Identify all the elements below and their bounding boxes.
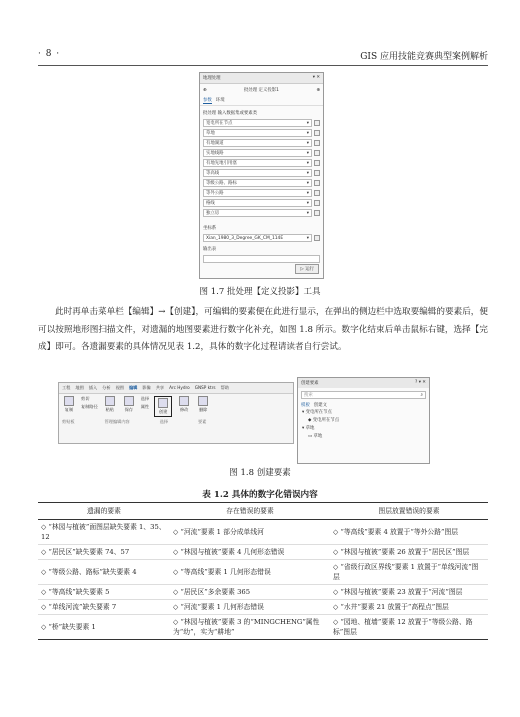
folder-icon[interactable] xyxy=(314,210,320,216)
page-header xyxy=(38,49,488,66)
group-label: 要素 xyxy=(198,419,207,424)
input-dataset-field[interactable] xyxy=(203,169,312,177)
ribbon-tab[interactable]: Arc Hydro xyxy=(169,385,190,390)
input-row xyxy=(200,199,323,207)
tool-header xyxy=(200,84,323,96)
input-row xyxy=(200,179,323,187)
save-icon xyxy=(124,396,134,406)
table-cell: ◇ “园地、植墙”要素 12 放置于“等级公路、路标”图层 xyxy=(330,615,488,640)
table-cell: ◇ “河流”要素 1 部分成单线河 xyxy=(170,520,330,545)
input-dataset-value: 有地先地引用塞 xyxy=(206,161,237,166)
tab-parameters[interactable]: 参数 xyxy=(203,98,212,103)
folder-icon[interactable] xyxy=(314,140,320,146)
input-dataset-field[interactable] xyxy=(203,149,312,157)
group-label: 选择 xyxy=(159,419,169,424)
ribbon-groups xyxy=(59,419,293,425)
folder-icon[interactable] xyxy=(314,180,320,186)
ribbon-tab[interactable]: 地图 xyxy=(75,385,84,390)
globe-icon[interactable] xyxy=(314,235,320,241)
chevron-down-icon: ▾ xyxy=(306,140,309,146)
chevron-down-icon: ▾ xyxy=(306,120,309,126)
input-dataset-value: 等级公路、路标 xyxy=(206,181,237,186)
coord-system-field[interactable] xyxy=(203,234,312,242)
chevron-down-icon: ▾ xyxy=(306,190,309,196)
ribbon-tab[interactable]: GNSP ktrs xyxy=(194,385,216,390)
table-cell: ◇ “桥”缺失要素 1 xyxy=(38,615,170,640)
table-cell: ◇ “单线河流”缺失要素 7 xyxy=(38,600,170,615)
table-row xyxy=(38,600,488,615)
input-dataset-value: 宽电所在节点 xyxy=(206,121,233,126)
table-cell: ◇ “林园与植被”要素 3 的“MINGCHENG”属性为“幼”，实为“耕地” xyxy=(170,615,330,640)
table-row xyxy=(38,615,488,640)
ribbon-tab[interactable]: 视图 xyxy=(115,385,124,390)
table-cell: ◇ “等高线”缺失要素 5 xyxy=(38,585,170,600)
column-header: 图层放置错误的要素 xyxy=(330,503,488,520)
template-list xyxy=(298,408,429,440)
input-row xyxy=(200,119,323,127)
chevron-down-icon: ▾ xyxy=(306,150,309,156)
input-dataset-field[interactable] xyxy=(203,199,312,207)
create-button-highlight xyxy=(154,396,172,417)
table-body xyxy=(38,520,488,640)
input-row xyxy=(200,169,323,177)
geoprocessing-panel xyxy=(199,72,324,279)
save-button[interactable] xyxy=(122,396,136,417)
paste-label: 粘贴 xyxy=(105,407,114,412)
search-placeholder: 搜索 xyxy=(304,393,313,398)
input-row xyxy=(200,149,323,157)
attributes-item[interactable]: 属性 xyxy=(140,404,150,409)
folder-icon[interactable] xyxy=(314,130,320,136)
ribbon-tab[interactable]: 帮助 xyxy=(220,385,229,390)
cut-item[interactable]: 剪切 xyxy=(81,396,90,401)
input-dataset-field[interactable] xyxy=(203,139,312,147)
table-cell: ◇ “居民区”缺失要素 74、57 xyxy=(38,545,170,560)
close-icon[interactable]: ? ▾ ✕ xyxy=(414,380,426,385)
create-icon xyxy=(158,398,168,408)
paste-button[interactable] xyxy=(103,396,117,417)
panel-tabs xyxy=(200,96,323,106)
batch-label: 批处理 输入数据集或要素类 xyxy=(203,111,258,116)
figure-caption-1-8: 图 1.8 创建要素 xyxy=(229,468,291,478)
panel-title: 创建要素 xyxy=(301,381,319,386)
table-cell: ◇ “林园与植被”要素 4 几何形态错误 xyxy=(170,545,330,560)
ribbon-tab[interactable]: 分析 xyxy=(102,385,111,390)
input-dataset-field[interactable] xyxy=(203,119,312,127)
paste-icon xyxy=(105,396,115,406)
run-label: 运行 xyxy=(305,267,314,272)
template-item[interactable]: ◆ 变电所在节点 xyxy=(308,418,340,423)
column-header: 存在错误的要素 xyxy=(170,503,330,520)
folder-icon[interactable] xyxy=(314,200,320,206)
input-dataset-value: 草地 xyxy=(206,131,215,136)
column-header: 遗漏的要素 xyxy=(38,503,170,520)
chevron-down-icon: ▾ xyxy=(306,170,309,176)
input-row xyxy=(200,159,323,167)
input-row xyxy=(200,139,323,147)
folder-icon[interactable] xyxy=(314,190,320,196)
chevron-down-icon: ▾ xyxy=(306,210,309,216)
body-paragraph: 此时再单击菜单栏【编辑】→【创建】，可编辑的要素便在此进行显示，在弹出的侧边栏中选取要编辑的要素后，便可以按照地形图扫描文件，对遗漏的地图要素进行数字化补充，如图 1.8 所示。数字化结束后单击鼠标右键，选择【完成】即可。各遗漏要素的具体情况见表 1.2，具体的数字化过程请读者自行尝试。 xyxy=(38,307,488,352)
table-cell: ◇ “等高线”要素 1 几何形态错误 xyxy=(170,560,330,585)
edit-ribbon xyxy=(58,382,294,444)
table-cell: ◇ “省级行政区界线”要素 1 放置于“单线河流”图层 xyxy=(330,560,488,585)
input-dataset-value: 有地湖道 xyxy=(206,141,224,146)
select-item[interactable]: 选择 xyxy=(140,396,150,401)
search-input[interactable] xyxy=(301,391,426,399)
copy-button[interactable] xyxy=(62,396,76,417)
figure-caption-1-7: 图 1.7 批处理【定义投影】工具 xyxy=(199,287,321,297)
panel-titlebar xyxy=(200,73,323,84)
ribbon-tabs xyxy=(59,383,293,394)
run-button[interactable]: ▷ 运行 xyxy=(295,264,319,274)
input-dataset-value: 格线 xyxy=(206,201,215,206)
table-cell: ◇ “等高线”要素 4 放置于“等外公路”图层 xyxy=(330,520,488,545)
input-list xyxy=(200,119,323,217)
tab-create[interactable]: 创建文 xyxy=(313,403,327,408)
panel-title: 地理处理 xyxy=(203,76,221,81)
chevron-down-icon: ▾ xyxy=(306,130,309,136)
ribbon-body xyxy=(59,394,293,419)
page-number: · 8 · xyxy=(38,49,61,59)
table-cell: ◇ “水井”要素 21 放置于“高程点”图层 xyxy=(330,600,488,615)
input-row xyxy=(200,209,323,217)
modify-button[interactable] xyxy=(177,396,191,417)
close-icon[interactable]: ▾ ✕ xyxy=(312,75,320,80)
create-label: 创建 xyxy=(158,409,168,414)
ribbon-tab[interactable]: 共享 xyxy=(155,385,165,390)
coord-label: 坐标系 xyxy=(203,226,217,231)
table-cell: ◇ “河流”要素 1 几何形态错误 xyxy=(170,600,330,615)
input-row xyxy=(200,129,323,137)
search-icon: ⌕ xyxy=(420,393,423,398)
input-dataset-field[interactable] xyxy=(203,189,312,197)
table-title: 表 1.2 具体的数字化错误内容 xyxy=(202,490,318,500)
folder-icon[interactable] xyxy=(314,150,320,156)
table-cell: ◇ “林园与植被”面图层缺失要素 1、35、12 xyxy=(38,520,170,545)
input-dataset-value: 等外公路 xyxy=(206,191,224,196)
input-row xyxy=(200,189,323,197)
input-dataset-field[interactable] xyxy=(203,129,312,137)
select-small-group xyxy=(141,396,149,417)
copy-path-item[interactable]: 复制路径 xyxy=(81,404,98,409)
table-cell: ◇ “林园与植被”要素 26 放置于“居民区”图层 xyxy=(330,545,488,560)
input-dataset-field[interactable] xyxy=(203,159,312,167)
tab-templates[interactable]: 模板 xyxy=(301,403,310,408)
template-item[interactable]: ▾ 草地 xyxy=(302,426,315,431)
back-icon[interactable]: ⊕ xyxy=(203,87,207,93)
error-table xyxy=(38,502,488,640)
template-item[interactable]: ▭ 草地 xyxy=(308,434,323,439)
delete-icon xyxy=(198,396,208,406)
table-cell: ◇ “林园与植被”要素 23 放置于“河流”图层 xyxy=(330,585,488,600)
ribbon-tab[interactable]: 影像 xyxy=(142,385,151,390)
input-dataset-value: 等高线 xyxy=(206,171,220,176)
book-title: GIS 应用技能竞赛典型案例解析 xyxy=(360,52,488,62)
ribbon-tab[interactable]: 工程 xyxy=(62,385,71,390)
copy-icon xyxy=(64,396,74,406)
table-cell: ◇ “等级公路、路标”缺失要素 4 xyxy=(38,560,170,585)
folder-icon[interactable] xyxy=(314,120,320,126)
input-dataset-field[interactable] xyxy=(203,209,312,217)
chevron-down-icon: ▾ xyxy=(306,235,309,241)
group-label: 管理编辑内容 xyxy=(104,419,130,424)
modify-label: 修改 xyxy=(179,407,189,412)
add-icon[interactable]: ⊕ xyxy=(316,87,320,93)
table-header-row xyxy=(38,503,488,520)
delete-button[interactable] xyxy=(196,396,210,417)
table-row xyxy=(38,545,488,560)
panel-titlebar xyxy=(298,378,429,388)
create-button[interactable] xyxy=(156,398,170,415)
copy-label: 复制 xyxy=(64,407,74,412)
output-table-field[interactable] xyxy=(203,255,320,263)
folder-icon[interactable] xyxy=(314,160,320,166)
template-item[interactable]: ▾ 变电所在节点 xyxy=(302,410,332,415)
modify-icon xyxy=(179,396,189,406)
create-features-panel xyxy=(297,377,430,464)
ribbon-tab[interactable]: 插入 xyxy=(88,385,98,390)
delete-label: 删除 xyxy=(198,407,208,412)
input-dataset-value: 实地线路 xyxy=(206,151,224,156)
chevron-down-icon: ▾ xyxy=(306,180,309,186)
chevron-down-icon: ▾ xyxy=(306,200,309,206)
clipboard-small-group xyxy=(81,396,98,417)
input-dataset-value: 独立房 xyxy=(206,211,220,216)
output-label: 输出表 xyxy=(203,247,217,252)
group-label: 剪贴板 xyxy=(62,419,75,424)
coord-system-value: Xian_1980_3_Degree_GK_CM_114E xyxy=(206,235,284,241)
save-label: 保存 xyxy=(124,407,133,412)
input-dataset-field[interactable] xyxy=(203,179,312,187)
table-cell: ◇ “居民区”多余要素 365 xyxy=(170,585,330,600)
tool-name: 批处理 定义投影1 xyxy=(244,88,279,93)
chevron-down-icon: ▾ xyxy=(306,160,309,166)
table-row xyxy=(38,520,488,545)
ribbon-tab[interactable]: 编辑 xyxy=(128,385,138,390)
table-row xyxy=(38,560,488,585)
folder-icon[interactable] xyxy=(314,170,320,176)
table-row xyxy=(38,585,488,600)
tab-environments[interactable]: 环境 xyxy=(215,98,225,103)
